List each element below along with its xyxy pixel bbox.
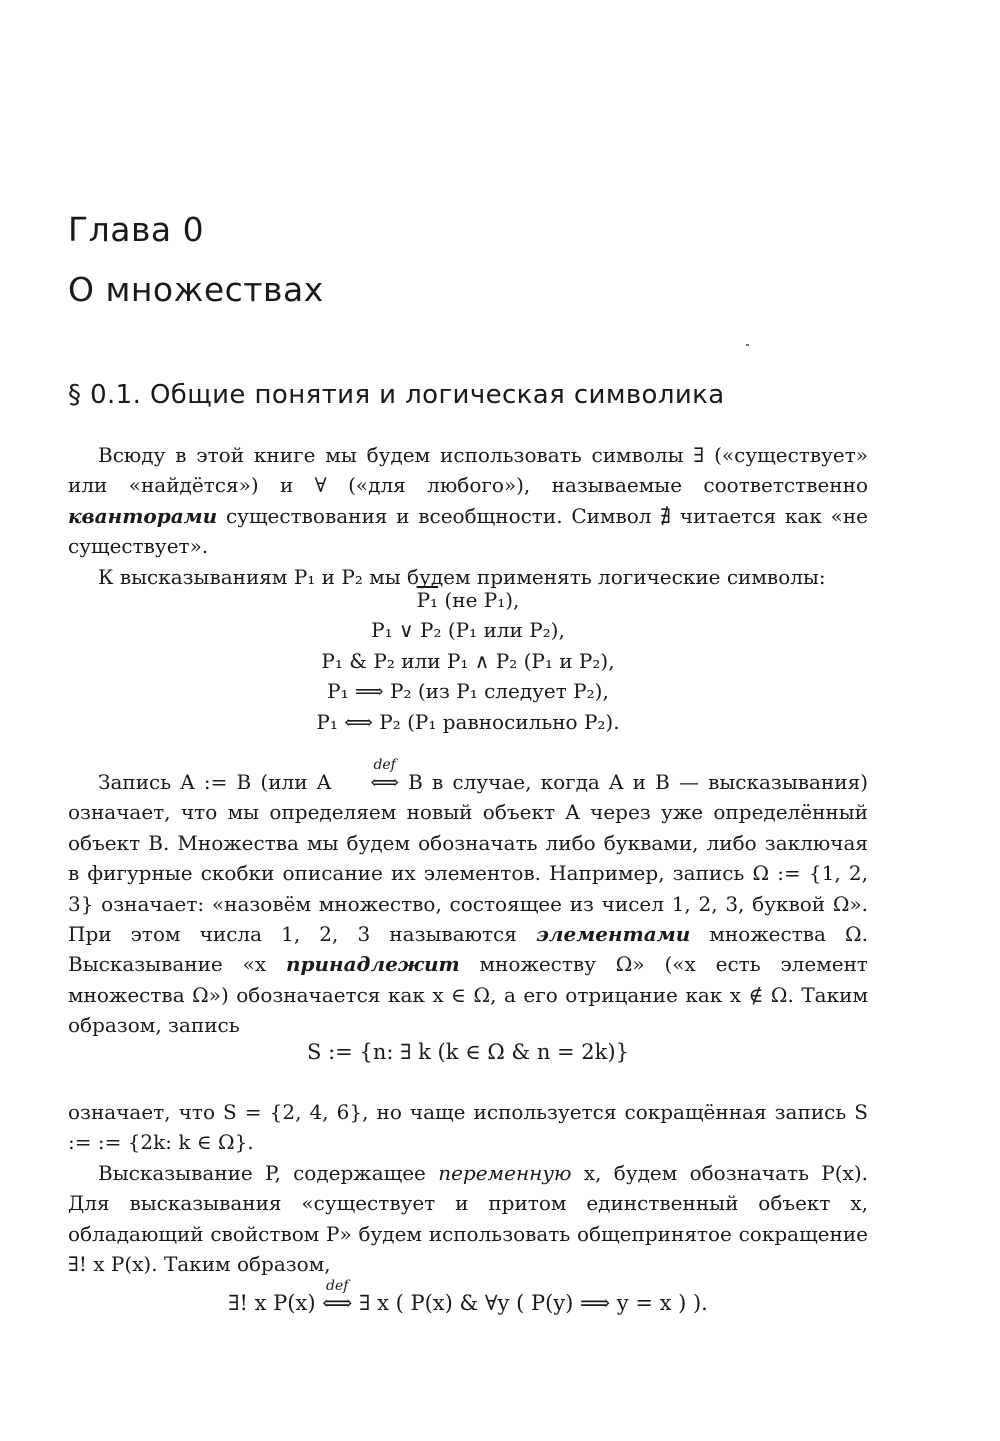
closing-block (68, 1097, 868, 1279)
term-variable: переменную (438, 1160, 572, 1185)
paragraph-text: существования и всеобщности. Символ ∄ читается как «не существует». (68, 503, 868, 559)
logic-line-not (68, 585, 868, 615)
def-arrow (322, 1278, 353, 1318)
formula-left: ∃! x P(x) (228, 1291, 323, 1315)
logic-line-and: P₁ & P₂ или P₁ ∧ P₂ (P₁ и P₂), (321, 648, 615, 673)
term-elements: элементами (535, 922, 691, 947)
def-label: def (326, 1278, 349, 1294)
iff-arrow: ⟺ (370, 770, 399, 794)
paragraph-s-result: означает, что S = {2, 4, 6}, но чаще используется сокращённая запись S := := {2k: k ∈ Ω}. (68, 1100, 868, 1155)
def-arrow (340, 757, 399, 797)
chapter-title: О множествах (68, 270, 324, 309)
overlined-p1: P₁ (416, 588, 439, 612)
paragraph-text: множеству Ω» («x есть элемент множества Ω») обозначается как x ∈ Ω, а его отрицание как x ∉ Ω. Таким образом, запись (68, 952, 868, 1038)
paragraph-text: x, будем обозначать P(x). Для высказывания «существует и притом единственный объект x, обладающий свойством P» будем использовать общепринятое сокращение ∃! x P(x). Таким образом, (68, 1160, 868, 1277)
formula-unique-existence (68, 1278, 868, 1318)
paragraph-text: Высказывание P, содержащее (98, 1160, 439, 1185)
speck (746, 344, 749, 346)
logic-line-implies: P₁ ⟹ P₂ (из P₁ следует P₂), (327, 679, 609, 704)
intro-block (68, 440, 868, 592)
term-belongs: принадлежит (285, 952, 460, 977)
logic-symbols-list (68, 585, 868, 737)
definitions-block (68, 757, 869, 1041)
paragraph-text: Запись A := B (или A (98, 770, 341, 794)
chapter-number: Глава 0 (68, 210, 205, 249)
def-label: def (373, 757, 396, 773)
paragraph-logic-intro: К высказываниям P₁ и P₂ мы будем применять логические символы: (98, 564, 826, 589)
term-quantifiers: кванторами (68, 503, 218, 528)
paragraph-variable (68, 1158, 868, 1280)
iff-arrow: ⟺ (322, 1291, 353, 1315)
logic-line-or: P₁ ∨ P₂ (P₁ или P₂), (371, 618, 565, 643)
formula-s: S := {n: ∃ k (k ∈ Ω & n = 2k)} (307, 1040, 629, 1064)
paragraph-text: множества Ω. Высказывание «x (68, 922, 869, 977)
logic-line-text: (не P₁), (438, 588, 520, 612)
formula-right: ∃ x ( P(x) & ∀y ( P(y) ⟹ y = x ) ). (352, 1291, 708, 1315)
paragraph-text: B в случае, когда A и B — высказывания) означает, что мы определяем новый объект A через уже определённый объект B. Множества мы будем обозначать либо буквами, либо заключая в фигурные скобки описание их элементов. Например, запись Ω := {1, 2, 3} означает: «назовём множество, состоящее из чисел 1, 2, 3, буквой Ω». При этом числа 1, 2, 3 называются (68, 770, 868, 947)
logic-line-iff: P₁ ⟺ P₂ (P₁ равносильно P₂). (316, 709, 620, 734)
section-title: § 0.1. Общие понятия и логическая символика (68, 380, 725, 410)
paragraph-definitions (68, 757, 869, 1041)
paragraph-quantifiers (68, 440, 868, 562)
paragraph-text: Всюду в этой книге мы будем использовать символы ∃ («существует» или «найдётся») и ∀ («для любого»), называемые соответственно (68, 443, 868, 498)
